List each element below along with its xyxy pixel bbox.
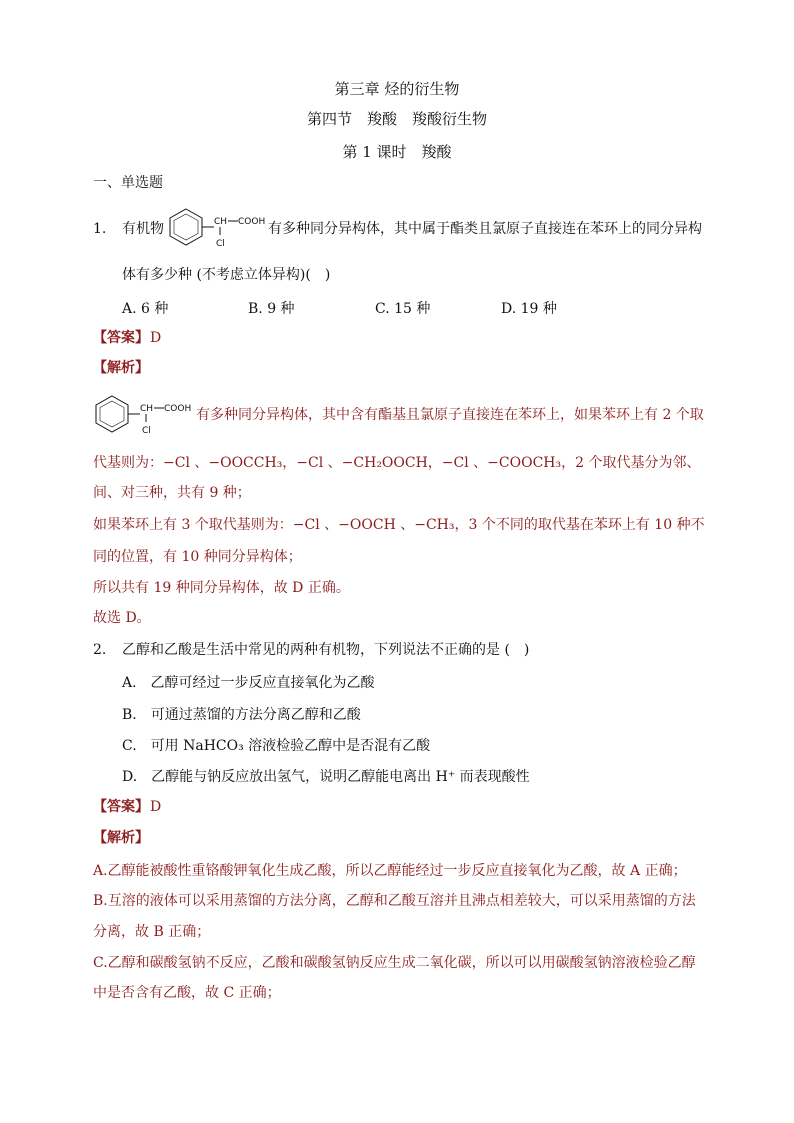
molecule-cl-label: Cl — [142, 426, 151, 436]
q2-answer-tag: 【答案】 — [93, 799, 149, 815]
q1-prefix: 有机物 — [122, 221, 164, 237]
q1-number: 1. — [93, 221, 107, 237]
q2-number: 2. — [93, 642, 107, 658]
q1-analysis-line6: 所以共有 19 种同分异构体，故 D 正确。 — [93, 580, 350, 596]
q2-option-c: C. 可用 NaHCO₃ 溶液检验乙醇中是否混有乙酸 — [122, 738, 431, 754]
q2-analysis-line5: 中是否含有乙酸，故 C 正确； — [93, 985, 281, 1001]
q1-option-a: A. 6 种 — [122, 301, 169, 317]
q1-answer: D — [150, 330, 162, 346]
section-title: 第四节 羧酸 羧酸衍生物 — [306, 110, 487, 128]
q2-analysis-line2: B.互溶的液体可以采用蒸馏的方法分离，乙醇和乙酸互溶并且沸点相差较大，可以采用蒸馏的方法 — [93, 893, 696, 909]
q1-answer-tag: 【答案】 — [93, 330, 149, 346]
molecule-cl-label: Cl — [216, 239, 225, 249]
q2-analysis-line3: 分离，故 B 正确； — [93, 924, 211, 940]
q1-option-b: B. 9 种 — [248, 301, 295, 317]
q1-analysis-line1: 有多种同分异构体，其中含有酯基且氯原子直接连在苯环上，如果苯环上有 2 个取 — [196, 407, 704, 423]
molecule-ch-label: CH — [214, 217, 228, 227]
q1-analysis-line3: 间、对三种，共有 9 种； — [93, 485, 251, 501]
molecule-ch-label: CH — [140, 404, 154, 414]
q1-analysis-line4: 如果苯环上有 3 个取代基则为：−Cl 、−OOCH 、−CH₃，3 个不同的取代基在苯环上有 10 种不 — [93, 517, 705, 533]
molecule-structure-q1 — [166, 203, 270, 251]
q1-stem-line2: 体有多少种 (不考虑立体异构)( ) — [122, 267, 331, 283]
q1-analysis-tag: 【解析】 — [93, 360, 149, 376]
q2-analysis-line1: A.乙醇能被酸性重铬酸钾氧化生成乙酸，所以乙醇能经过一步反应直接氧化为乙酸，故 A 正确； — [93, 863, 687, 879]
q1-option-d: D. 19 种 — [501, 301, 557, 317]
q2-option-b: B. 可通过蒸馏的方法分离乙醇和乙酸 — [122, 707, 361, 723]
q1-analysis-line7: 故选 D。 — [93, 610, 151, 626]
q2-analysis-tag: 【解析】 — [93, 830, 149, 846]
q2-option-d: D. 乙醇能与钠反应放出氢气，说明乙醇能电离出 H⁺ 而表现酸性 — [122, 769, 530, 785]
part-heading: 一、单选题 — [93, 175, 163, 191]
molecule-cooh-label: COOH — [238, 217, 266, 227]
molecule-structure-analysis — [92, 390, 196, 438]
q2-answer: D — [150, 799, 162, 815]
q2-option-a: A. 乙醇可经过一步反应直接氧化为乙酸 — [122, 675, 375, 691]
lesson-title: 第 1 课时 羧酸 — [342, 143, 452, 161]
chapter-title: 第三章 烃的衍生物 — [334, 80, 460, 98]
q1-analysis-line2: 代基则为：−Cl 、−OOCCH₃，−Cl 、−CH₂OOCH，−Cl 、−COOCH₃，2 个取代基分为邻、 — [93, 455, 701, 471]
q1-option-c: C. 15 种 — [375, 301, 431, 317]
q2-analysis-line4: C.乙醇和碳酸氢钠不反应，乙酸和碳酸氢钠反应生成二氧化碳，所以可以用碳酸氢钠溶液检验乙醇 — [93, 955, 696, 971]
q1-stem-line1: 有多种同分异构体，其中属于酯类且氯原子直接连在苯环上的同分异构 — [268, 221, 702, 237]
molecule-cooh-label: COOH — [164, 404, 192, 414]
q1-analysis-line5: 同的位置，有 10 种同分异构体； — [93, 549, 302, 565]
q2-stem: 乙醇和乙酸是生活中常见的两种有机物，下列说法不正确的是 ( ) — [122, 642, 530, 658]
